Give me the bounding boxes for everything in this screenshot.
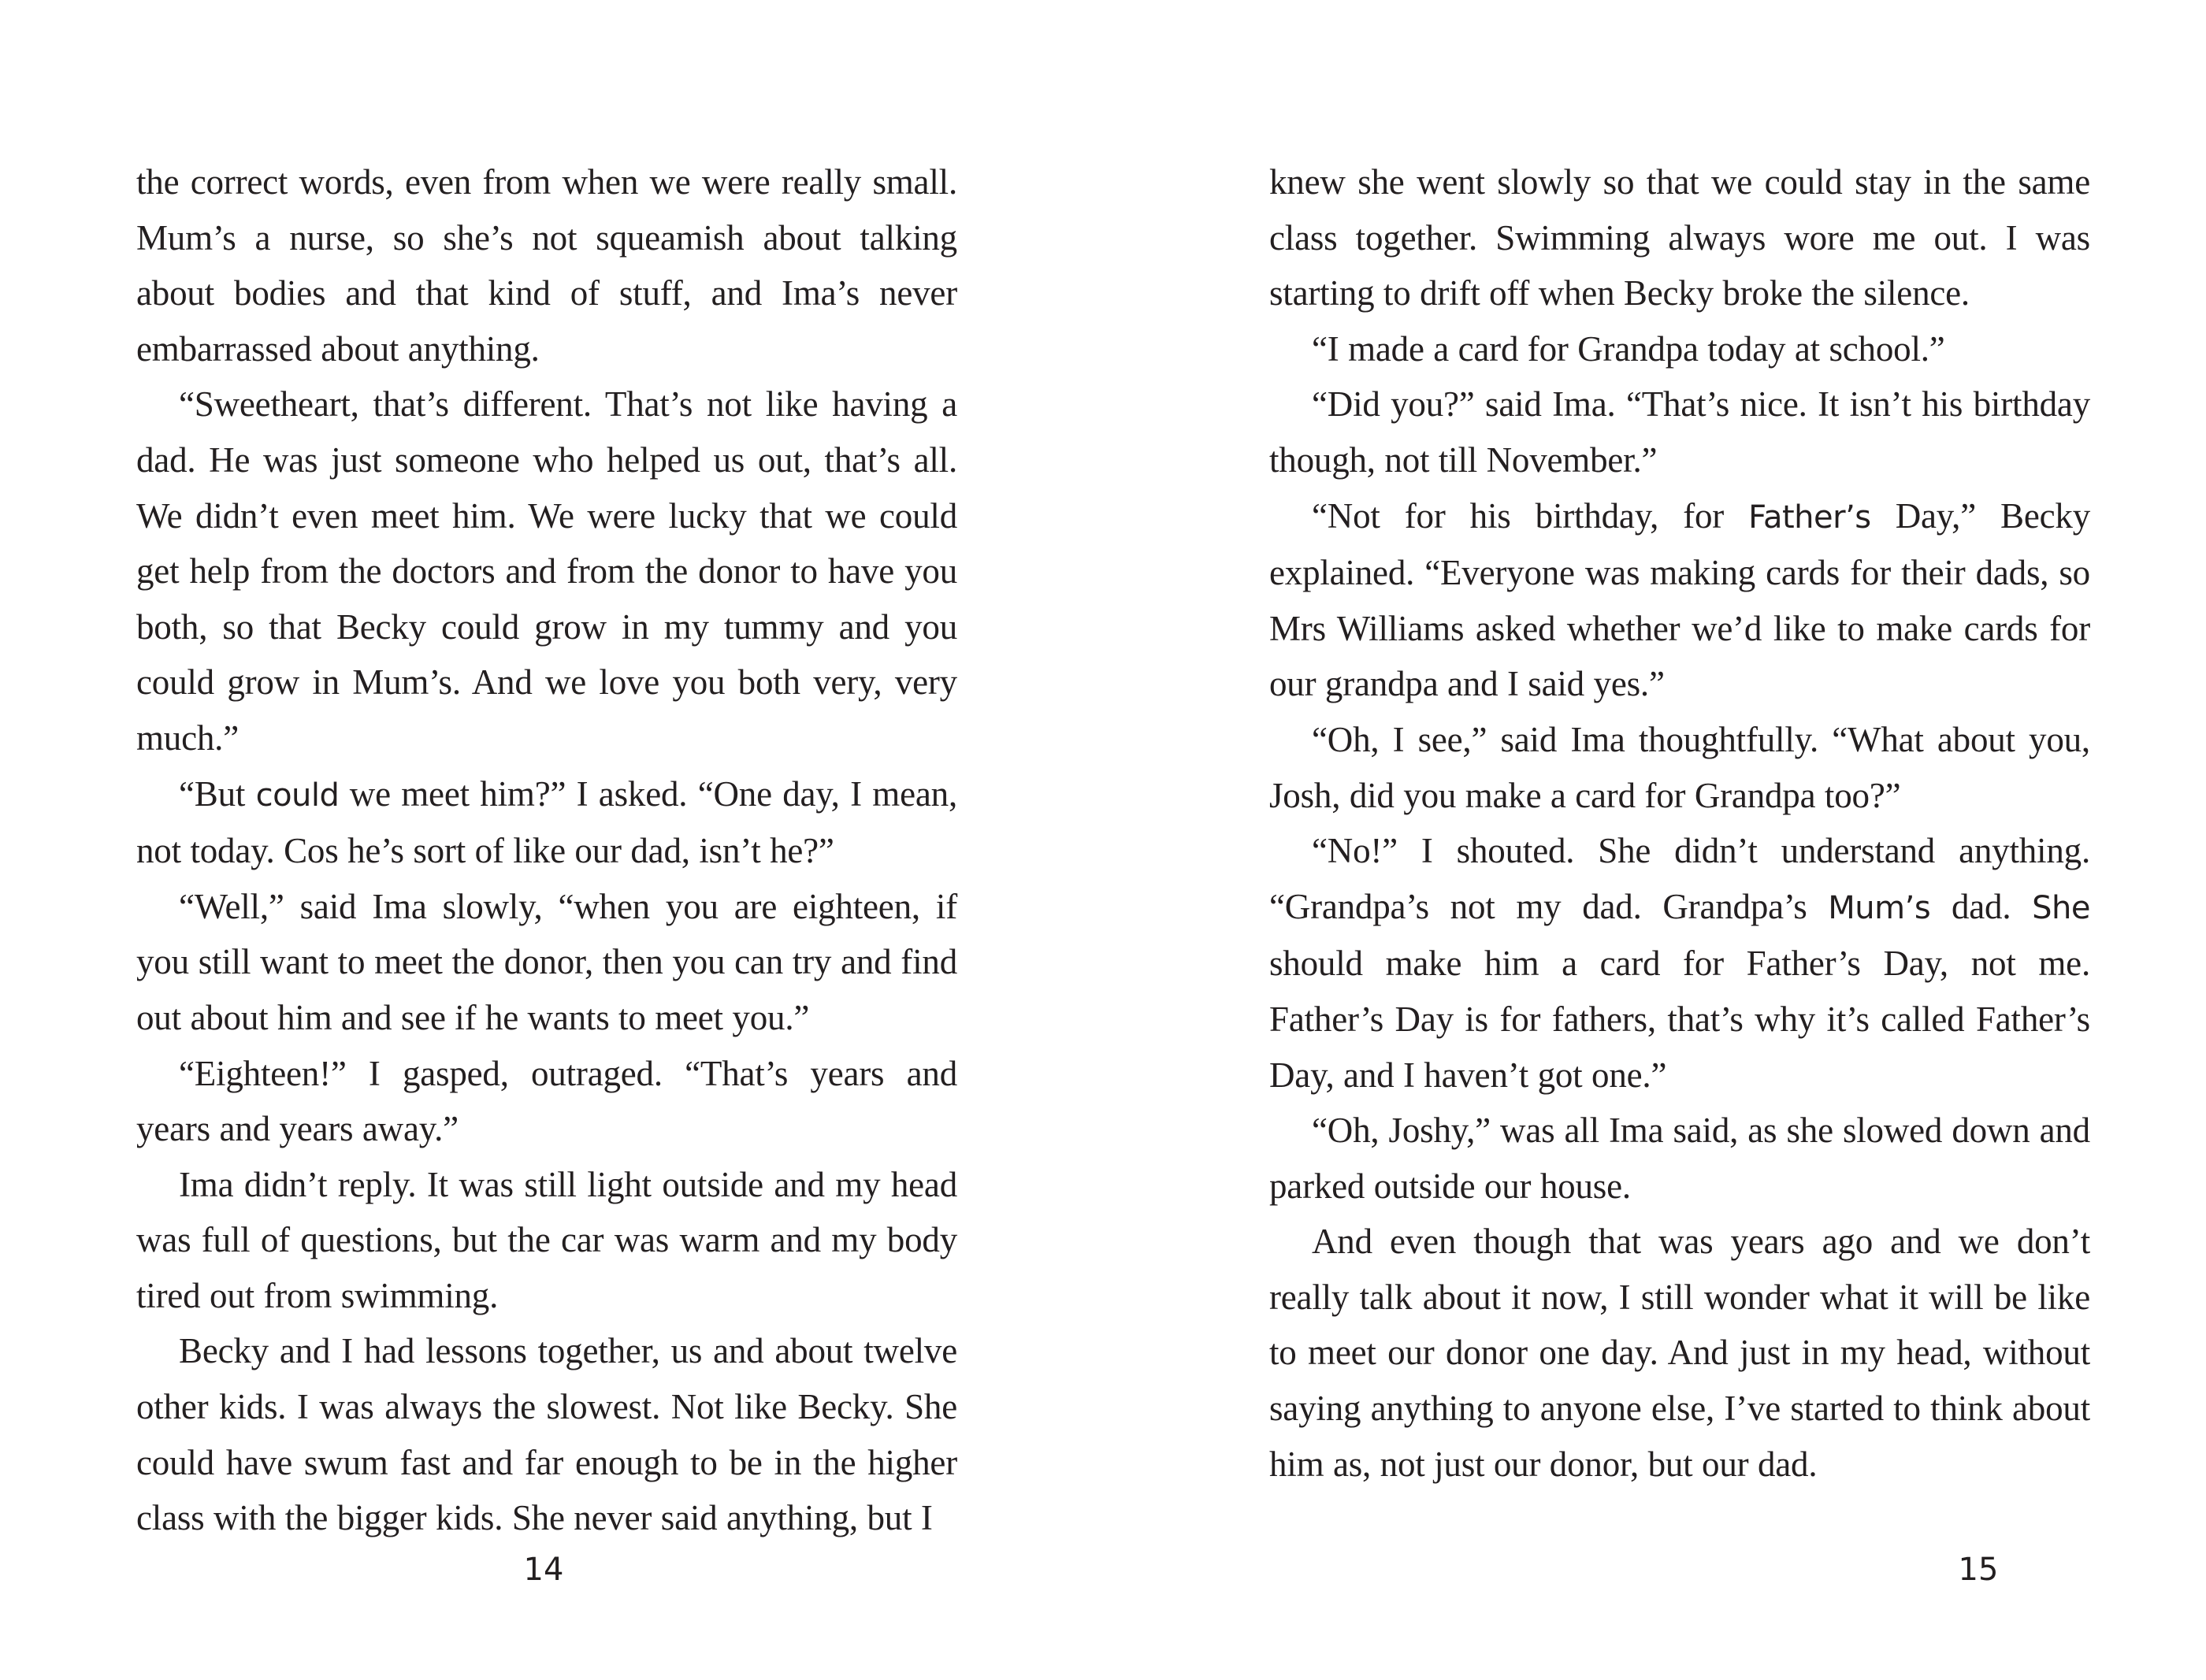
text-run: dad. <box>1930 886 2033 926</box>
emphasized-word: Father’s <box>1748 499 1871 536</box>
paragraph <box>136 376 957 766</box>
text-run: Becky and I had lessons together, us and about twelve other kids. I was always the slowest. Not like Becky. She could have swum fast and far enough to be in the higher class with the bigger kids. She never said anything, but I <box>136 1331 957 1538</box>
paragraph <box>1269 321 2090 377</box>
text-run: “Did you?” said Ima. “That’s nice. It isn’t his birthday though, not till November.” <box>1269 384 2090 480</box>
paragraph <box>136 1046 957 1157</box>
text-run: “Sweetheart, that’s different. That’s not like having a dad. He was just someone who helped us out, that’s all. We didn’t even meet him. We were lucky that we could get help from the doctors and from the donor to have you both, so that Becky could grow in my tummy and you could grow in Mum’s. And we love you both very, very much.” <box>136 384 957 758</box>
paragraph <box>136 766 957 879</box>
text-run: “Eighteen!” I gasped, outraged. “That’s years and years and years away.” <box>136 1053 957 1149</box>
text-run: knew she went slowly so that we could stay in the same class together. Swimming always wore me out. I was starting to drift off when Becky broke the silence. <box>1269 162 2090 313</box>
text-run: “But <box>179 773 256 814</box>
paragraph <box>1269 1214 2090 1492</box>
emphasized-word: could <box>255 777 340 814</box>
text-run: “Oh, I see,” said Ima thoughtfully. “What about you, Josh, did you make a card for Grandpa too?” <box>1269 719 2090 815</box>
text-run: Day,” Becky explained. “Everyone was making cards for their dads, so Mrs Williams asked whether we’d like to make cards for our grandpa and I said yes.” <box>1269 495 2090 704</box>
text-run: “Well,” said Ima slowly, “when you are eighteen, if you still want to meet the donor, then you can try and find out about him and see if he wants to meet you.” <box>136 886 957 1037</box>
text-run: the correct words, even from when we were really small. Mum’s a nurse, so she’s not squeamish about talking about bodies and that kind of stuff, and Ima’s never embarrassed about anything. <box>136 162 957 369</box>
paragraph <box>136 1157 957 1324</box>
paragraph <box>1269 154 2090 321</box>
text-run: And even though that was years ago and we don’t really talk about it now, I still wonder what it will be like to meet our donor one day. And just in my head, without saying anything to anyone else, I’ve started to think about him as, not just our donor, but our dad. <box>1269 1222 2090 1484</box>
paragraph <box>1269 376 2090 488</box>
text-run: “Not for his birthday, for <box>1312 495 1749 536</box>
paragraph <box>1269 488 2090 712</box>
paragraph <box>1269 823 2090 1103</box>
page-number: 15 <box>1958 1552 1999 1588</box>
paragraph <box>1269 1103 2090 1214</box>
emphasized-word: She <box>2032 889 2090 926</box>
paragraph <box>136 1323 957 1545</box>
text-run: we meet him?” I asked. “One day, I mean, not today. Cos he’s sort of like our dad, isn’t he?” <box>136 773 957 871</box>
left-page-text <box>136 154 957 1546</box>
text-run: “Oh, Joshy,” was all Ima said, as she slowed down and parked outside our house. <box>1269 1111 2090 1206</box>
text-run: “I made a card for Grandpa today at school.” <box>1312 328 1945 369</box>
text-run: Ima didn’t reply. It was still light outside and my head was full of questions, but the car was warm and my body tired out from swimming. <box>136 1164 957 1315</box>
right-page-text <box>1269 154 2090 1492</box>
text-run: should make him a card for Father’s Day, not me. Father’s Day is for fathers, that’s why it’s called Father’s Day, and I haven’t got one.” <box>1269 944 2090 1095</box>
page-number: 14 <box>523 1552 564 1588</box>
right-page <box>1103 0 2206 1680</box>
emphasized-word: Mum’s <box>1828 889 1931 926</box>
paragraph <box>136 879 957 1046</box>
text-run: “No!” I shouted. She didn’t understand anything. “Grandpa’s not my dad. Grandpa’s <box>1269 831 2090 926</box>
paragraph <box>136 154 957 376</box>
paragraph <box>1269 712 2090 823</box>
